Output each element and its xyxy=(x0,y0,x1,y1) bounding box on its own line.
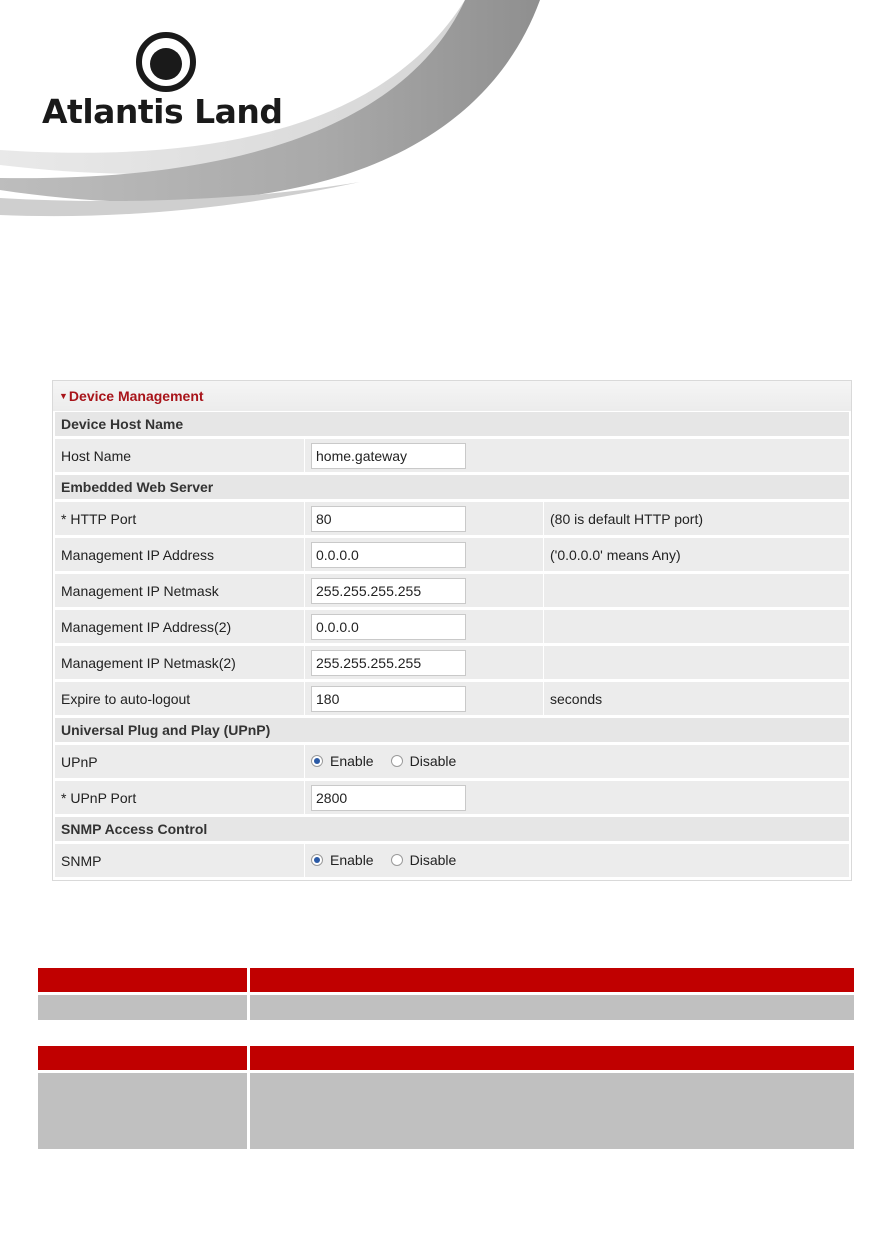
expire-unit: seconds xyxy=(544,682,850,715)
brand-logo-text: Atlantis Land xyxy=(42,92,283,131)
description-table-2-header xyxy=(38,1046,854,1070)
upnp-enable-radio[interactable] xyxy=(311,755,323,767)
table-row-http-port xyxy=(55,502,850,535)
snmp-disable-radio[interactable] xyxy=(391,854,403,866)
snmp-radio-group xyxy=(311,852,473,868)
atlantis-logo-icon xyxy=(134,30,198,94)
mgmt-netmask2-label: Management IP Netmask(2) xyxy=(55,646,305,679)
http-port-label: * HTTP Port xyxy=(55,502,305,535)
mgmt-ip2-label: Management IP Address(2) xyxy=(55,610,305,643)
table-row-mgmt-ip2 xyxy=(55,610,850,643)
upnp-disable-radio[interactable] xyxy=(391,755,403,767)
mgmt-ip-label: Management IP Address xyxy=(55,538,305,571)
table-row-mgmt-netmask xyxy=(55,574,850,607)
panel-title[interactable] xyxy=(53,381,851,411)
upnp-label: UPnP xyxy=(55,745,305,778)
table-row-upnp-port xyxy=(55,781,850,814)
snmp-enable-radio[interactable] xyxy=(311,854,323,866)
mgmt-netmask-label: Management IP Netmask xyxy=(55,574,305,607)
snmp-enable-label[interactable]: Enable xyxy=(330,852,374,868)
section-header-snmp: SNMP Access Control xyxy=(55,817,850,841)
table-row-mgmt-ip xyxy=(55,538,850,571)
section-header-web-server: Embedded Web Server xyxy=(55,475,850,499)
http-port-note: (80 is default HTTP port) xyxy=(544,502,850,535)
expand-triangle-icon: ▼ xyxy=(59,391,68,401)
snmp-disable-label[interactable]: Disable xyxy=(409,852,457,868)
panel-title-text: Device Management xyxy=(68,388,204,404)
expire-label: Expire to auto-logout xyxy=(55,682,305,715)
description-table-1-header xyxy=(38,968,854,992)
description-table-1 xyxy=(38,968,854,1020)
snmp-label: SNMP xyxy=(55,844,305,877)
upnp-port-label: * UPnP Port xyxy=(55,781,305,814)
section-header-host-name: Device Host Name xyxy=(55,412,850,436)
mgmt-netmask-input[interactable]: 255.255.255.255 xyxy=(311,578,466,604)
description-table-1-row xyxy=(38,995,854,1020)
section-header-upnp: Universal Plug and Play (UPnP) xyxy=(55,718,850,742)
table-row-host-name xyxy=(55,439,850,472)
host-name-label: Host Name xyxy=(55,439,305,472)
mgmt-ip2-input[interactable]: 0.0.0.0 xyxy=(311,614,466,640)
mgmt-ip-input[interactable]: 0.0.0.0 xyxy=(311,542,466,568)
table-row-upnp xyxy=(55,745,850,778)
upnp-enable-label[interactable]: Enable xyxy=(330,753,374,769)
upnp-port-input[interactable]: 2800 xyxy=(311,785,466,811)
mgmt-ip-note: ('0.0.0.0' means Any) xyxy=(544,538,850,571)
http-port-input[interactable]: 80 xyxy=(311,506,466,532)
table-row-expire xyxy=(55,682,850,715)
mgmt-netmask2-input[interactable]: 255.255.255.255 xyxy=(311,650,466,676)
device-management-table xyxy=(55,409,850,880)
upnp-disable-label[interactable]: Disable xyxy=(409,753,457,769)
table-row-mgmt-netmask2 xyxy=(55,646,850,679)
table-row-snmp xyxy=(55,844,850,877)
device-management-panel xyxy=(52,380,852,881)
expire-input[interactable]: 180 xyxy=(311,686,466,712)
host-name-input[interactable]: home.gateway xyxy=(311,443,466,469)
upnp-radio-group xyxy=(311,753,473,769)
description-table-2-row xyxy=(38,1073,854,1149)
description-table-2 xyxy=(38,1046,854,1149)
